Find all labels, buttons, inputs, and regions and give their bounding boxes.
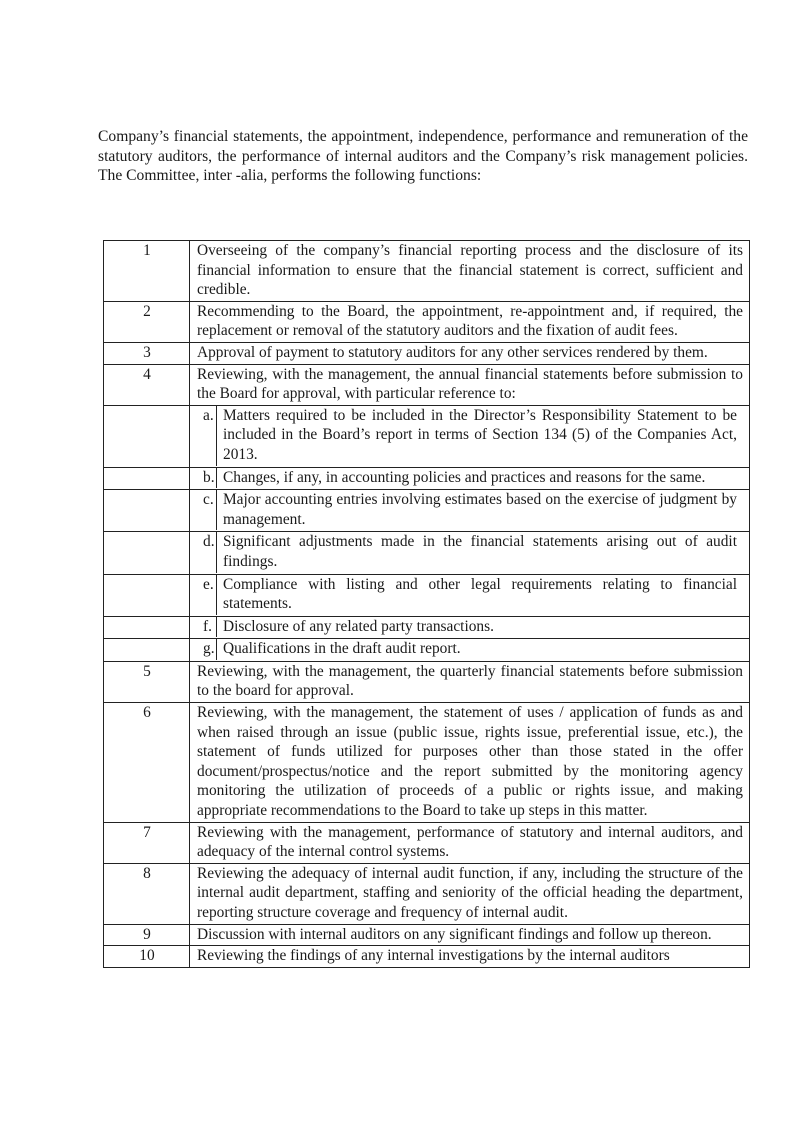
subitem-letter: g.: [197, 639, 217, 660]
subitem-letter: c.: [197, 490, 217, 530]
subitem-text: Disclosure of any related party transactions.: [223, 617, 494, 635]
empty-number-cell: [104, 574, 190, 616]
empty-number-cell: [104, 490, 190, 532]
function-number: 10: [104, 946, 190, 968]
table-row: [104, 661, 750, 702]
empty-number-cell: [104, 616, 190, 639]
subitem-row: [104, 639, 750, 662]
function-number: 3: [104, 342, 190, 364]
subitem-text: Significant adjustments made in the financial statements arising out of audit findings.: [223, 533, 737, 570]
subitem-row: [104, 574, 750, 616]
table-row: [104, 241, 750, 302]
function-text: Recommending to the Board, the appointment, re-appointment and, if required, the replacement or removal of the statutory auditors and the fixation of audit fees.: [190, 301, 750, 342]
table-row: [104, 946, 750, 968]
subitem-row: [104, 467, 750, 490]
empty-number-cell: [104, 532, 190, 574]
function-text: Reviewing, with the management, the statement of uses / application of funds as and when raised through an issue (public issue, rights issue, preferential issue, etc.), the statement of funds utilized for purposes other than those stated in the offer document/prospectus/notice and the report submitted by the monitoring agency monitoring the utilization of proceeds of a public or rights issue, and making appropriate recommendations to the Board to take up steps in this matter.: [190, 703, 750, 823]
table-row: [104, 364, 750, 405]
function-text: Overseeing of the company’s financial reporting process and the disclosure of its financial information to ensure that the financial statement is correct, sufficient and credible.: [190, 241, 750, 302]
function-text: Reviewing with the management, performance of statutory and internal auditors, and adequacy of the internal control systems.: [190, 822, 750, 863]
function-text: Discussion with internal auditors on any significant findings and follow up thereon.: [190, 924, 750, 946]
subitem-text: Major accounting entries involving estimates based on the exercise of judgment by management.: [223, 491, 737, 528]
table-row: [104, 301, 750, 342]
table-row: [104, 822, 750, 863]
subitem-text: Matters required to be included in the Director’s Responsibility Statement to be included in the Board’s report in terms of Section 134 (5) of the Companies Act, 2013.: [223, 406, 737, 463]
subitem-letter: f.: [197, 617, 217, 638]
empty-number-cell: [104, 405, 190, 467]
intro-paragraph: Company’s financial statements, the appointment, independence, performance and remuneration of the statutory auditors, the performance of internal auditors and the Company’s risk management policies. The Committee, inter -alia, performs the following functions:: [98, 128, 748, 185]
function-text: Reviewing the adequacy of internal audit function, if any, including the structure of the internal audit department, staffing and seniority of the official heading the department, reporting structure coverage and frequency of internal audit.: [190, 863, 750, 924]
committee-functions-table: [103, 240, 750, 968]
function-number: 6: [104, 703, 190, 823]
table-row: [104, 924, 750, 946]
subitem-letter: b.: [197, 468, 217, 489]
function-number: 9: [104, 924, 190, 946]
subitem-letter: d.: [197, 532, 217, 572]
table-row: [104, 703, 750, 823]
function-text: Approval of payment to statutory auditors for any other services rendered by them.: [190, 342, 750, 364]
empty-number-cell: [104, 639, 190, 662]
empty-number-cell: [104, 467, 190, 490]
subitem-row: [104, 616, 750, 639]
subitem-text: Changes, if any, in accounting policies and practices and reasons for the same.: [223, 468, 706, 486]
table-row: [104, 863, 750, 924]
function-text: Reviewing, with the management, the quarterly financial statements before submission to the board for approval.: [190, 661, 750, 702]
subitem-text: Qualifications in the draft audit report.: [223, 640, 461, 658]
function-number: 5: [104, 661, 190, 702]
subitem-letter: e.: [197, 575, 217, 615]
subitem-letter: a.: [197, 406, 217, 466]
function-number: 8: [104, 863, 190, 924]
subitem-text: Compliance with listing and other legal requirements relating to financial statements.: [223, 575, 737, 613]
subitem-row: [104, 532, 750, 574]
function-number: 7: [104, 822, 190, 863]
function-number: 4: [104, 364, 190, 405]
subitem-row: [104, 490, 750, 532]
function-text: Reviewing the findings of any internal investigations by the internal auditors: [190, 946, 750, 968]
function-text: Reviewing, with the management, the annual financial statements before submission to the Board for approval, with particular reference to:: [190, 364, 750, 405]
table-row: [104, 342, 750, 364]
function-number: 1: [104, 241, 190, 302]
subitem-row: [104, 405, 750, 467]
function-number: 2: [104, 301, 190, 342]
